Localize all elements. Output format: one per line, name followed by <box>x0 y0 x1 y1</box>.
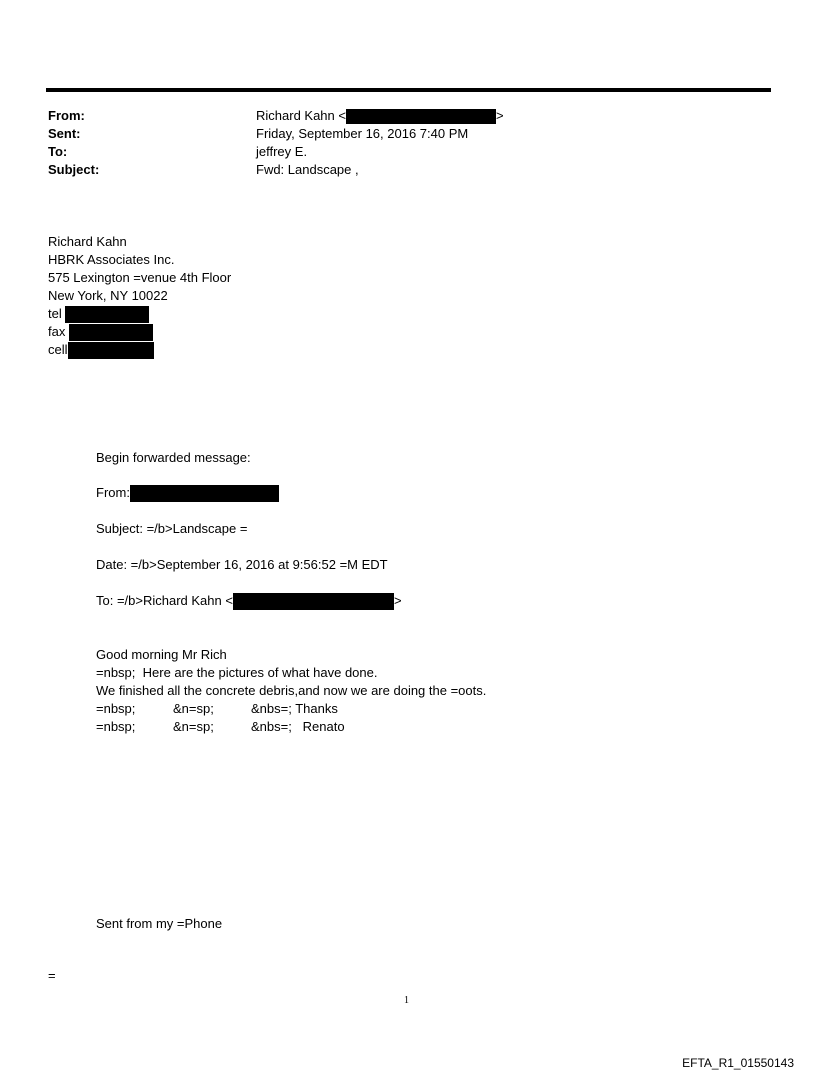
signature-address1: 575 Lexington =venue 4th Floor <box>48 270 232 285</box>
signature-fax <box>48 323 153 341</box>
signature-address2: New York, NY 10022 <box>48 288 168 303</box>
to-value: jeffrey E. <box>256 144 308 159</box>
forwarded-subject: Subject: =/b>Landscape = <box>96 521 248 536</box>
sent-value: Friday, September 16, 2016 7:40 PM <box>256 126 469 141</box>
subject-value: Fwd: Landscape , <box>256 162 359 177</box>
from-label: From: <box>48 108 85 123</box>
redaction-box <box>346 109 496 124</box>
redaction-box <box>65 306 149 323</box>
forwarded-from <box>96 484 279 502</box>
forwarded-from-label: From: <box>96 485 130 500</box>
sent-label: Sent: <box>48 126 81 141</box>
message-row5-col3: &nbs=; Renato <box>251 719 345 734</box>
message-row5-col2: &n=sp; <box>173 719 214 734</box>
message-line-1: Good morning Mr Rich <box>96 647 227 662</box>
redaction-box <box>69 324 153 341</box>
cell-label: cell <box>48 342 68 357</box>
tel-label: tel <box>48 306 62 321</box>
document-id: EFTA_R1_01550143 <box>682 1056 794 1070</box>
message-line-3: We finished all the concrete debris,and now we are doing the =oots. <box>96 683 487 698</box>
page-number: 1 <box>404 995 409 1006</box>
forwarded-to <box>96 592 402 610</box>
sent-from-line: Sent from my =Phone <box>96 916 223 931</box>
message-row5-col1: =nbsp; <box>96 719 136 734</box>
forwarded-to-prefix: To: =/b>Richard Kahn < <box>96 593 233 608</box>
redaction-box <box>68 342 154 359</box>
from-bracket: > <box>495 108 504 123</box>
from-value <box>256 107 504 125</box>
forwarded-intro: Begin forwarded message: <box>96 450 251 465</box>
signature-cell <box>48 341 154 359</box>
message-row4-col1: =nbsp; <box>96 701 136 716</box>
redaction-box <box>233 593 394 610</box>
message-row4-col2: &n=sp; <box>173 701 214 716</box>
forwarded-date: Date: =/b>September 16, 2016 at 9:56:52 =M EDT <box>96 557 388 572</box>
signature-name: Richard Kahn <box>48 234 127 249</box>
signature-tel <box>48 305 149 323</box>
redaction-box <box>130 485 279 502</box>
header-rule <box>46 88 771 92</box>
subject-label: Subject: <box>48 162 100 177</box>
trailing-equals: = <box>48 968 56 983</box>
message-line-2: =nbsp; Here are the pictures of what have done. <box>96 665 378 680</box>
fax-label: fax <box>48 324 66 339</box>
from-name: Richard Kahn < <box>256 108 346 123</box>
message-row4-col3: &nbs=; Thanks <box>251 701 338 716</box>
forwarded-to-suffix: > <box>393 593 402 608</box>
to-label: To: <box>48 144 68 159</box>
signature-company: HBRK Associates Inc. <box>48 252 175 267</box>
